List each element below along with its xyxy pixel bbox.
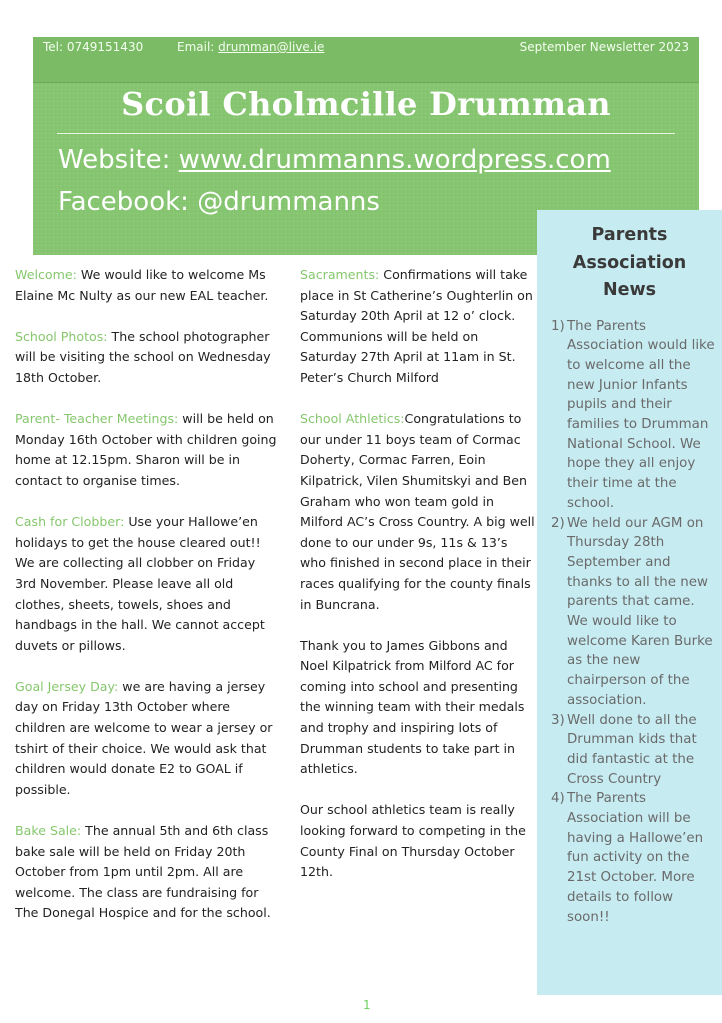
news-text: We would like to welcome Ms Elaine Mc Nulty as our new EAL teacher. xyxy=(15,267,269,303)
pa-item-number: 2) xyxy=(551,515,565,531)
pa-item xyxy=(551,514,718,711)
news-text: Our school athletics team is really looking forward to competing in the County Final on Thursday October 12th. xyxy=(300,802,526,880)
middle-column xyxy=(300,265,536,903)
news-item xyxy=(15,821,280,924)
news-heading: Welcome: xyxy=(15,267,77,282)
facebook-line: Facebook: @drummanns xyxy=(58,187,380,217)
pa-item xyxy=(551,317,718,514)
parents-association-panel xyxy=(537,210,722,995)
newsletter-date: September Newsletter 2023 xyxy=(519,40,689,54)
page-number: 1 xyxy=(363,998,371,1012)
news-text: will be held on Monday 16th October with children going home at 12.15pm. Sharon will be in contact to organise times. xyxy=(15,411,277,488)
header-divider xyxy=(57,133,675,134)
pa-item-text: We held our AGM on Thursday 28th September and thanks to all the new parents that came. We would like to welcome Karen Burke as the new chairperson of the association. xyxy=(567,515,713,708)
parents-association-title xyxy=(537,222,722,305)
news-heading: Cash for Clobber: xyxy=(15,514,125,530)
parents-association-list xyxy=(537,317,722,928)
news-text: Thank you to James Gibbons and Noel Kilpatrick from Milford AC for coming into school and presenting the winning team with their medals and trophy and inspiring lots of Drumman students to take part in athletics. xyxy=(300,637,525,777)
pa-item xyxy=(551,711,718,790)
news-item xyxy=(300,636,536,780)
news-item xyxy=(15,327,280,389)
pa-item-text: The Parents Association would like to welcome all the new Junior Infants pupils and their families to Drumman National School. We hope they all enjoy their time at the school. xyxy=(567,318,715,511)
pa-title-line: News xyxy=(602,280,657,300)
news-text: Congratulations to our under 11 boys team of Cormac Doherty, Cormac Farren, Eoin Kilpatrick, Vilen Shumitskyi and Ben Graham who won team gold in Milford AC’s Cross Country. A big well done to our under 9s, 11s & 13’s who finished in second place in their races qualifying for the county finals in Buncrana. xyxy=(300,411,535,612)
news-item xyxy=(15,265,280,306)
news-text: The school photographer will be visiting the school on Wednesday 18th October. xyxy=(15,328,271,385)
school-name: Scoil Cholmcille Drumman xyxy=(121,85,611,123)
news-text: Use your Hallowe’en holidays to get the house cleared out!! We are collecting all clobber on Friday 3rd November. Please leave all old clothes, sheets, towels, shoes and handbags in the hall. We cannot accept duvets or pillows. xyxy=(15,514,265,653)
news-item xyxy=(15,512,280,656)
pa-item-text: The Parents Association will be having a Hallowe’en fun activity on the 21st October. More details to follow soon!! xyxy=(567,791,704,925)
news-item xyxy=(300,409,536,615)
pa-item-text: Well done to all the Drumman kids that did fantastic at the Cross Country xyxy=(567,712,697,787)
news-item xyxy=(15,677,280,801)
news-item xyxy=(300,800,536,882)
pa-title-line: Association xyxy=(572,252,687,273)
news-heading: School Athletics: xyxy=(300,411,405,427)
email-link[interactable]: drumman@live.ie xyxy=(218,40,325,54)
pa-item-number: 4) xyxy=(551,791,565,807)
contact-strip xyxy=(33,37,699,83)
pa-item xyxy=(551,789,718,927)
pa-item-number: 3) xyxy=(551,712,565,728)
telephone: Tel: 0749151430 xyxy=(43,40,144,54)
news-heading: Goal Jersey Day: xyxy=(15,678,119,694)
email-line xyxy=(177,40,324,54)
news-text: we are having a jersey day on Friday 13th October where children are welcome to wear a jersey or tshirt of their choice. We would ask that children would donate E2 to GOAL if possible. xyxy=(15,678,273,797)
left-column xyxy=(15,265,280,945)
website-link[interactable]: www.drummanns.wordpress.com xyxy=(178,145,611,175)
news-heading: Parent- Teacher Meetings: xyxy=(15,411,179,427)
news-heading: Bake Sale: xyxy=(15,823,82,839)
pa-item-number: 1) xyxy=(551,318,565,334)
news-text: The annual 5th and 6th class bake sale will be held on Friday 20th October from 1pm until 2pm. All are welcome. The class are fundraising for The Donegal Hospice and for the school. xyxy=(15,823,271,921)
news-item xyxy=(300,265,536,389)
news-text: Confirmations will take place in St Catherine’s Oughterlin on Saturday 20th April at 12 o’ clock. Communions will be held on Saturday 27th April at 11am in St. Peter’s Church Milford xyxy=(300,267,533,385)
news-heading: Sacraments: xyxy=(300,267,380,282)
news-item xyxy=(15,409,280,491)
pa-title-line: Parents xyxy=(591,225,668,245)
email-label: Email: xyxy=(177,40,219,54)
news-heading: School Photos: xyxy=(15,328,108,344)
website-line xyxy=(58,145,611,175)
website-label: Website: xyxy=(58,145,179,175)
